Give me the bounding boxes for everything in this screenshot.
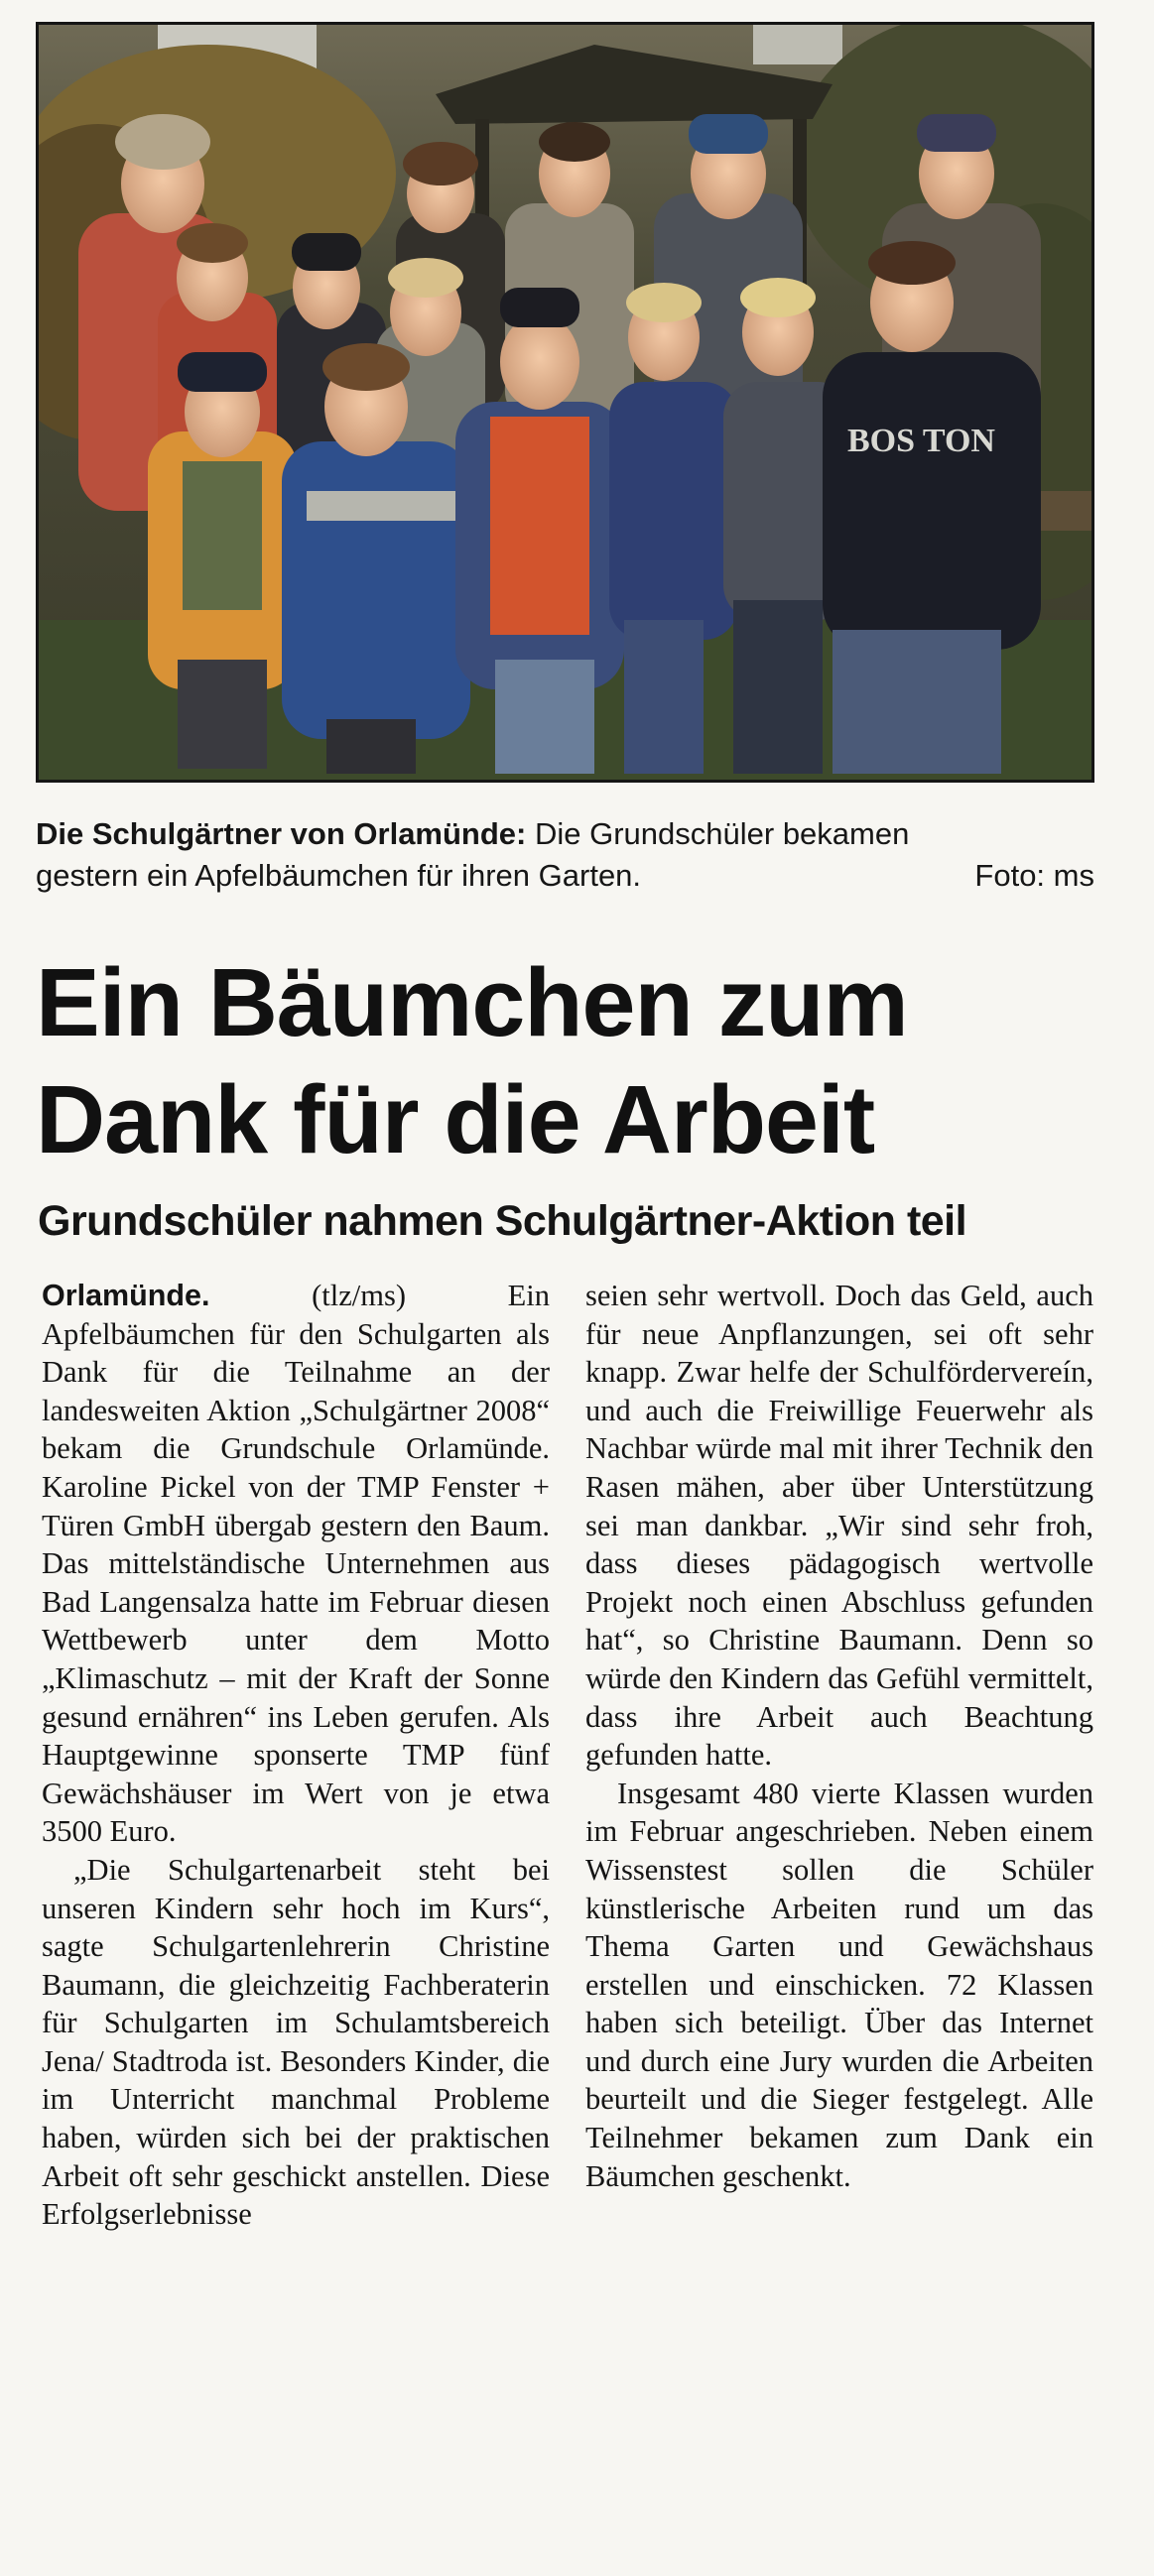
headline [36, 944, 1107, 1178]
paragraph [42, 1277, 550, 1851]
photo-credit: Foto: ms [974, 858, 1094, 893]
subheadline: Grundschüler nahmen Schulgärtner-Aktion teil [38, 1197, 967, 1245]
article-column-left [42, 1277, 550, 2234]
caption-text-2: gestern ein Apfelbäumchen für ihren Garten. [36, 858, 642, 893]
caption-line-2 [36, 855, 1094, 897]
caption-line-1 [36, 813, 1094, 855]
jacket-print: BOS TON [847, 423, 995, 459]
caption-text-1: Die Grundschüler bekamen [526, 816, 910, 851]
headline-line-1: Ein Bäumchen zum [36, 948, 908, 1056]
group-photo [39, 25, 1091, 780]
paragraph: „Die Schulgartenarbeit steht bei unseren Kindern sehr hoch im Kurs“, sagte Schulgartenlehrerin Christine Baumann, die gleichzeitig Fachberaterin für Schulgarten im Schulamtsbereich Jena/ Stadtroda ist. Besonders Kinder, die im Unterricht manchmal Probleme haben, würden sich bei der praktischen Arbeit oft sehr geschickt anstellen. Diese Erfolgserlebnisse [42, 1852, 550, 2232]
headline-line-2: Dank für die Arbeit [36, 1065, 875, 1173]
paragraph-text: (tlz/ms) Ein Apfelbäumchen für den Schulgarten als Dank für die Teilnahme an der landesweiten Aktion „Schulgärtner 2008“ bekam die Grundschule Orlamünde. Karoline Pickel von der TMP Fenster + Türen GmbH übergab gestern den Baum. Das mittelständische Unternehmen aus Bad Langensalza hatte im Februar diesen Wettbewerb unter dem Motto „Klimaschutz – mit der Kraft der Sonne gesund ernähren“ ins Leben gerufen. Als Hauptgewinne sponserte TMP fünf Gewächshäuser im Wert von je etwa 3500 Euro. [42, 1279, 550, 1849]
paragraph: Insgesamt 480 vierte Klassen wurden im Februar angeschrieben. Neben einem Wissenstest sollen die Schüler künstlerische Arbeiten rund um das Thema Garten und Gewächshaus erstellen und einschicken. 72 Klassen haben sich beteiligt. Über das Internet und durch eine Jury wurden die Arbeiten beurteilt und die Sieger festgelegt. Alle Teilnehmer bekamen zum Dank ein Bäumchen geschenkt. [585, 1776, 1093, 2193]
article-column-right [585, 1277, 1093, 2195]
paragraph: seien sehr wertvoll. Doch das Geld, auch für neue Anpflanzungen, sei oft sehr knapp. Zwar helfe der Schulfördervereín, und auch die Freiwillige Feuerwehr als Nachbar würde mal mit ihrer Technik den Rasen mähen, aber über Unterstützung sei man dankbar. „Wir sind sehr froh, dass dieses pädagogisch wertvolle Projekt noch einen Abschluss gefunden hat“, so Christine Baumann. Denn so würde den Kindern das Gefühl vermittelt, dass ihre Arbeit auch Beachtung gefunden hatte. [585, 1279, 1093, 1773]
dateline: Orlamünde. [42, 1279, 210, 1312]
caption-heading: Die Schulgärtner von Orlamünde: [36, 816, 527, 851]
photo-caption [36, 813, 1094, 897]
article-photo [36, 22, 1094, 783]
